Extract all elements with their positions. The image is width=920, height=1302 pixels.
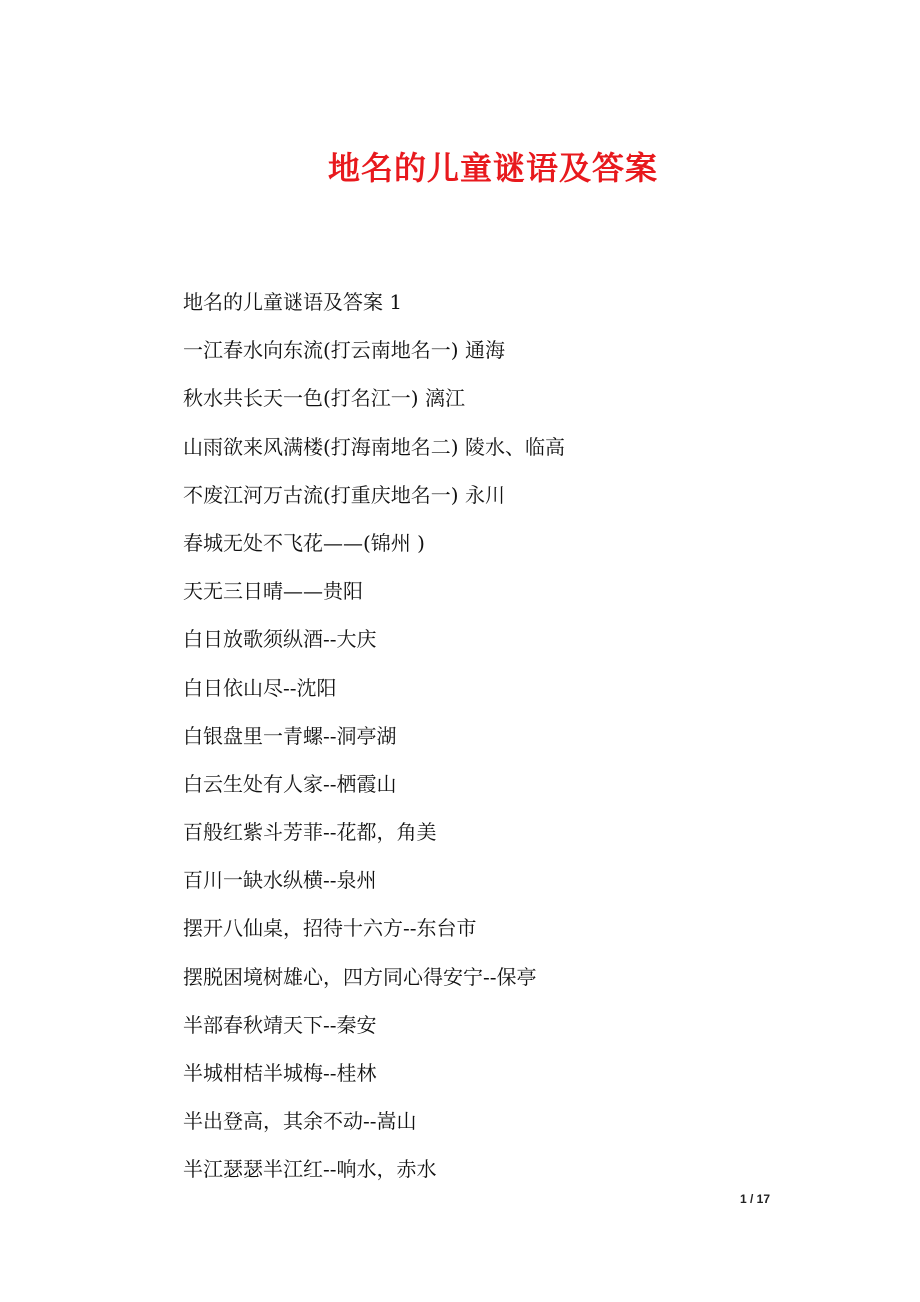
body-line: 白日放歌须纵酒--大庆 [183,627,377,652]
body-line: 春城无处不飞花——(锦州 ) [183,530,425,555]
body-line: 白云生处有人家--栖霞山 [183,771,397,796]
body-line: 摆开八仙桌，招待十六方--东台市 [183,916,477,941]
body-line: 摆脱困境树雄心，四方同心得安宁--保亭 [183,964,537,989]
body-line: 一江春水向东流(打云南地名一) 通海 [183,338,505,363]
body-line: 山雨欲来风满楼(打海南地名二) 陵水、临高 [183,434,565,459]
body-line: 百般红紫斗芳菲--花都，角美 [183,820,437,845]
body-line: 地名的儿童谜语及答案 1 [183,290,403,314]
body-line: 不废江河万古流(打重庆地名一) 永川 [183,482,505,507]
page-number: 1 / 17 [740,1192,771,1206]
body-line: 半江瑟瑟半江红--响水，赤水 [183,1157,437,1182]
body-line: 天无三日晴——贵阳 [183,579,363,604]
document-title: 地名的儿童谜语及答案 [327,149,658,187]
body-line: 白日依山尽--沈阳 [183,675,337,700]
body-line: 秋水共长天一色(打名江一) 漓江 [183,386,465,411]
document-body [183,278,783,1194]
body-line: 白银盘里一青螺--洞亭湖 [183,723,397,748]
body-line: 半部春秋靖天下--秦安 [183,1012,377,1037]
body-line: 百川一缺水纵横--泉州 [183,868,377,893]
body-line: 半城柑桔半城梅--桂林 [183,1061,377,1085]
body-line: 半出登高，其余不动--嵩山 [183,1109,417,1134]
